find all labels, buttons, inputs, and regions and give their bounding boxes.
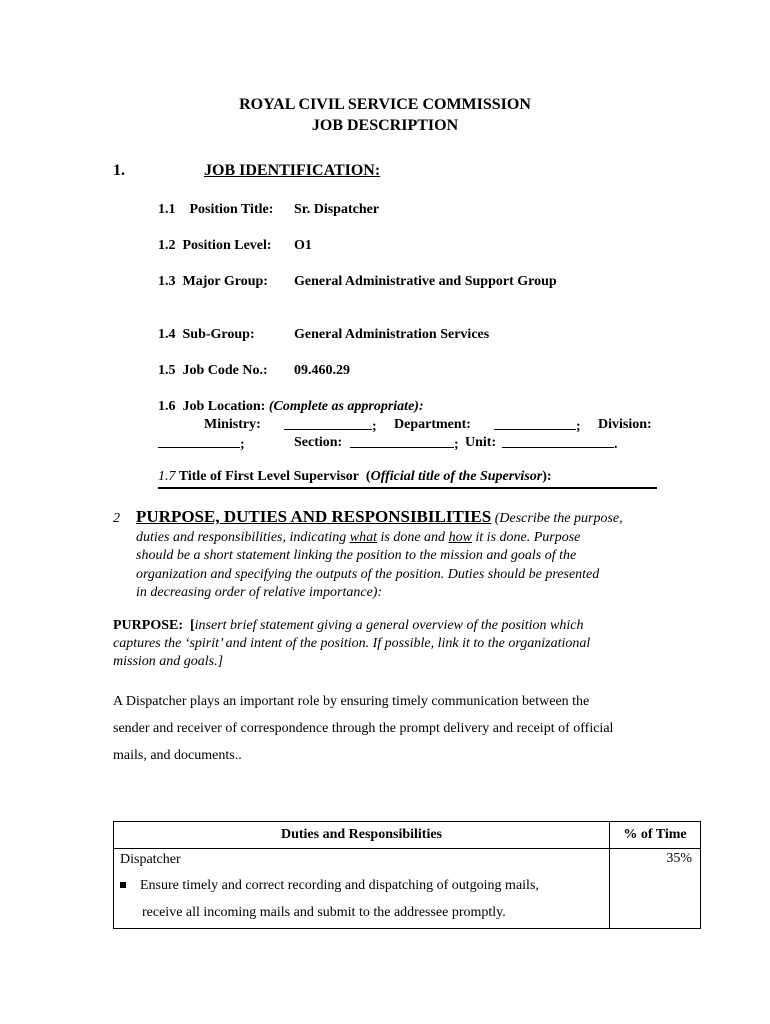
intro-line: should be a short statement linking the position to the mission and goals of the [136,548,577,563]
purpose-label: PURPOSE: [113,618,183,633]
item-supervisor: 1.7 Title of First Level Supervisor (Official title of the Supervisor): [158,469,657,489]
section-2-title: PURPOSE, DUTIES AND RESPONSIBILITIES [136,507,492,526]
item-number: 1.5 [158,363,176,378]
section-1-title: JOB IDENTIFICATION: [204,162,381,179]
purpose-block: PURPOSE: [insert brief statement giving a general overview of the position which captures the ‘spirit’ and intent of the position. If possible, link it to the organizational mission and goals.] [113,617,658,671]
item-sub-group [158,327,255,343]
org-title: ROYAL CIVIL SERVICE COMMISSION [239,96,531,113]
location-line-1 [204,417,261,433]
item-number: 1.1 [158,202,176,217]
section-1-number: 1. [113,162,125,179]
bullet-square-icon [120,882,126,888]
purpose-instruction-line: mission and goals.] [113,654,224,669]
item-value: O1 [294,238,312,253]
purpose-body-line: sender and receiver of correspondence through the prompt delivery and receipt of official [113,721,614,736]
duty-bullet [120,872,603,899]
intro-text: duties and responsibilities, indicating [136,529,347,545]
item-number: 1.6 [158,399,176,414]
intro-text: it is done. Purpose [475,529,581,545]
item-label: Position Level: [182,238,272,253]
duties-cell [114,849,610,929]
item-number: 1.2 [158,238,176,253]
item-value: Sr. Dispatcher [294,202,380,217]
item-job-code [158,363,268,379]
duty-text: Ensure timely and correct recording and dispatching of outgoing mails, [140,878,539,893]
duties-table [113,821,701,929]
item-label: Sub-Group: [182,327,255,342]
time-percent: 35% [666,851,692,866]
item-note: Official title of the Supervisor [370,469,543,484]
department-label: Department: [394,417,471,432]
purpose-instruction-line: captures the ‘spirit’ and intent of the position. If possible, link it to the organizational [113,636,591,651]
section-label: Section: [294,435,343,450]
section-field[interactable]: ; [350,435,459,453]
intro-line: in decreasing order of relative importance): [136,585,383,600]
duty-title: Dispatcher [120,852,181,867]
item-label: Job Location: [182,399,266,414]
division-label: Division: [598,417,652,432]
unit-field[interactable]: . [502,435,618,453]
item-job-location [158,399,424,415]
item-value: General Administrative and Support Group [294,274,557,289]
item-note: (Complete as appropriate): [268,399,424,414]
item-label: Job Code No.: [182,363,268,378]
time-cell [610,849,701,929]
item-number: 1.4 [158,327,176,342]
ministry-field[interactable]: ; [284,417,377,435]
time-header: % of Time [610,822,701,849]
item-number: 1.7 [158,469,176,484]
item-position-title [158,202,273,218]
division-field[interactable]: ; [158,435,245,453]
document-title [0,96,770,135]
purpose-body-line: A Dispatcher plays an important role by ensuring timely communication between the [113,694,590,709]
item-number: 1.3 [158,274,176,289]
intro-text: is done and [380,529,446,545]
purpose-body-line: mails, and documents.. [113,748,242,763]
doc-title: JOB DESCRIPTION [311,117,459,134]
unit-label: Unit: [465,435,497,450]
item-value: General Administration Services [294,327,490,342]
purpose-instruction: insert brief statement giving a general overview of the position which [194,618,584,633]
item-label: Position Title: [189,202,274,217]
purpose-body [113,688,658,769]
department-field[interactable]: ; [494,417,581,435]
duty-text-cont: receive all incoming mails and submit to the addressee promptly. [142,905,506,920]
item-position-level [158,238,272,254]
duties-header: Duties and Responsibilities [114,822,610,849]
section-2-block [136,508,656,603]
intro-how: how [448,529,472,545]
section-2-intro: (Describe the purpose, [494,511,623,526]
item-label: Major Group: [182,274,268,289]
item-label: Title of First Level Supervisor [178,469,359,484]
item-major-group [158,274,268,290]
item-value: 09.460.29 [294,363,350,378]
intro-what: what [349,529,377,545]
ministry-label: Ministry: [204,417,261,432]
section-2-intro-line [136,529,656,548]
section-2-number: 2 [113,511,120,526]
intro-line: organization and specifying the outputs of the position. Duties should be presented [136,566,600,582]
